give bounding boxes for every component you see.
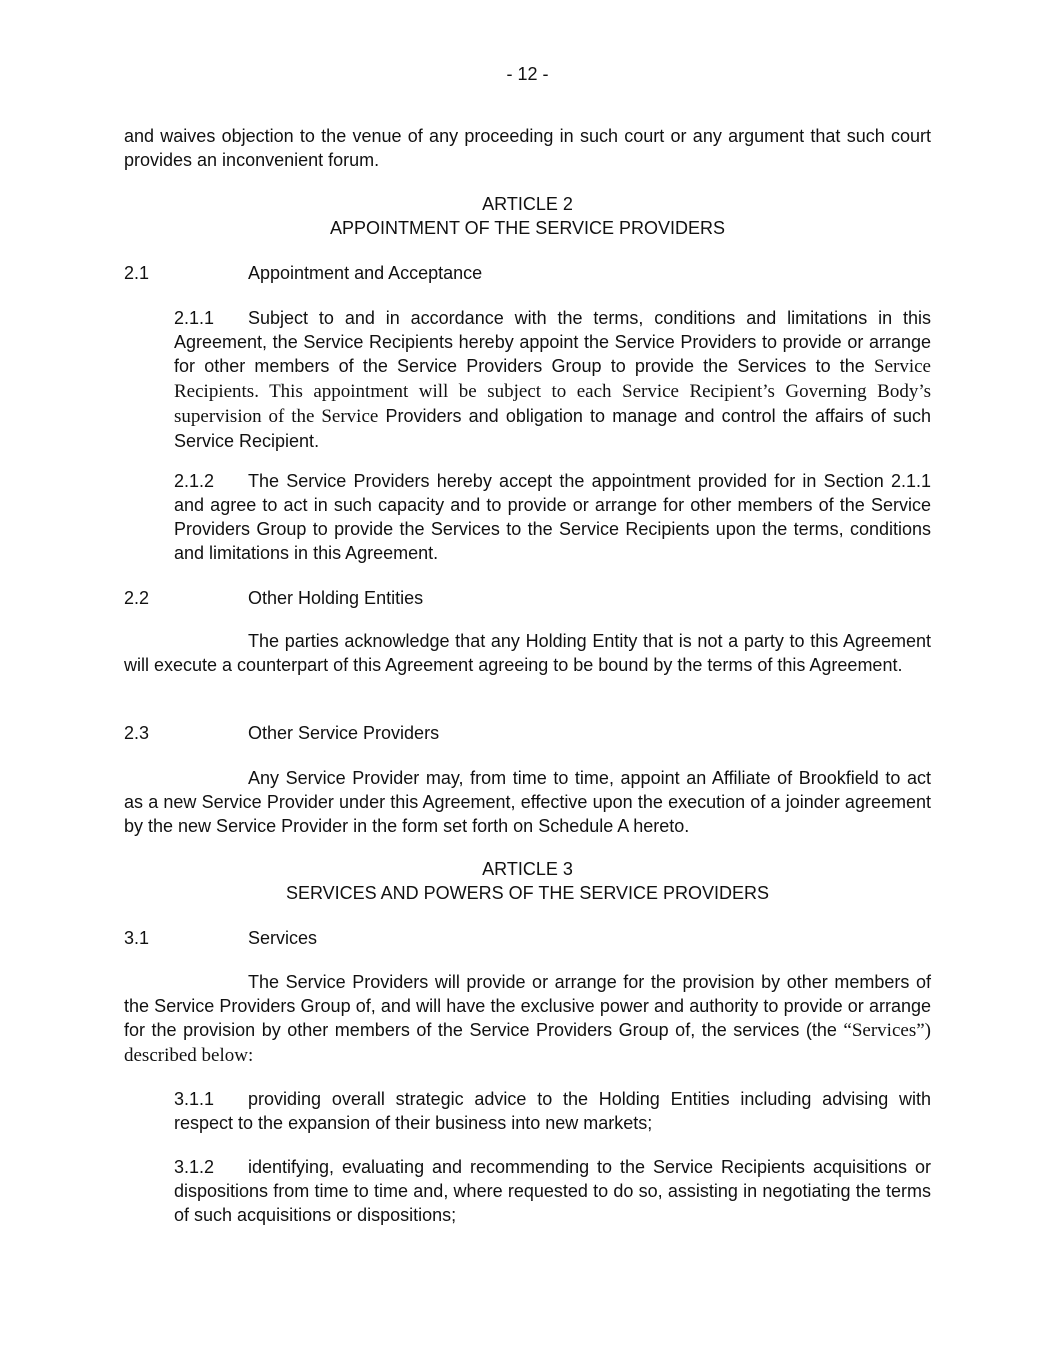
section-number: 2.1 — [124, 263, 150, 283]
paragraph-text: The parties acknowledge that any Holding Entity that is not a party to this Agreement will execute a counterpart of this Agreement agreeing to be bound by the terms of this Agreement. — [124, 631, 931, 675]
section-number: 2.3 — [124, 723, 150, 743]
continuation-paragraph: and waives objection to the venue of any proceeding in such court or any argument that such court provides an inconvenient forum. — [124, 126, 931, 170]
article-2-label: ARTICLE 2 — [482, 194, 573, 214]
section-2-2-heading — [124, 586, 423, 610]
paragraph-text-c: Providers and obligation to manage and control the affairs of such Service Recipient. — [174, 406, 931, 451]
paragraph-3-1-1 — [174, 1087, 931, 1135]
paragraph-number: 2.1.2 — [174, 471, 215, 491]
paragraph-text-a: The Service Providers will provide or arrange for the provision by other members of the Service Providers Group of, and will have the exclusive power and authority to provide or arrange for the provision by other members of the Service Providers Group of, the services (the — [124, 972, 931, 1040]
paragraph-text: providing overall strategic advice to the Holding Entities including advising with respect to the expansion of their business into new markets; — [174, 1089, 931, 1133]
section-3-1-heading — [124, 926, 317, 950]
paragraph-number: 3.1.2 — [174, 1157, 215, 1177]
paragraph-2-1-2 — [174, 469, 931, 565]
paragraph-3-1-2 — [174, 1155, 931, 1227]
section-2-1-heading — [124, 261, 482, 285]
paragraph-number: 3.1.1 — [174, 1089, 215, 1109]
section-2-2-paragraph — [124, 629, 931, 677]
section-2-3-heading — [124, 721, 439, 745]
paragraph-number: 2.1.1 — [174, 308, 215, 328]
paragraph-text-a: Subject to and in accordance with the terms, conditions and limitations in this Agreement, the Service Recipients hereby appoint the Service Providers to provide or arrange for other members of the Service Providers Group to provide the Services to the — [174, 308, 931, 376]
article-2-title: APPOINTMENT OF THE SERVICE PROVIDERS — [329, 218, 726, 238]
article-3-title: SERVICES AND POWERS OF THE SERVICE PROVIDERS — [285, 883, 770, 903]
paragraph-text: Any Service Provider may, from time to time, appoint an Affiliate of Brookfield to act as a new Service Provider under this Agreement, effective upon the execution of a joinder agreement by the new Service Provider in the form set forth on Schedule A hereto. — [124, 768, 931, 836]
paragraph-2-1-1 — [174, 306, 931, 453]
paragraph-text-b: “Services”) described below: — [124, 1020, 931, 1066]
page-number: - 12 - — [506, 64, 549, 84]
paragraph-text: The Service Providers hereby accept the appointment provided for in Section 2.1.1 and agree to act in such capacity and to provide or arrange for other members of the Service Providers Group to provide the Services to the Service Recipients upon the terms, conditions and limitations in this Agreement. — [174, 471, 931, 563]
section-number: 2.2 — [124, 588, 150, 608]
paragraph-text-b: Service Recipients. This appointment will be subject to each Service Recipient’s Governing Body’s supervision of the Service — [174, 356, 931, 427]
section-title: Services — [248, 928, 318, 948]
section-number: 3.1 — [124, 928, 150, 948]
article-3-label: ARTICLE 3 — [482, 859, 573, 879]
paragraph-text: identifying, evaluating and recommending to the Service Recipients acquisitions or dispositions from time to time and, where requested to do so, assisting in negotiating the terms of such acquisitions or dispositions; — [174, 1157, 931, 1225]
article-2-heading — [0, 192, 1055, 240]
section-title: Appointment and Acceptance — [248, 263, 483, 283]
section-3-1-paragraph — [124, 970, 931, 1068]
section-2-3-paragraph — [124, 766, 931, 838]
section-title: Other Service Providers — [248, 723, 440, 743]
section-title: Other Holding Entities — [248, 588, 424, 608]
article-3-heading — [0, 857, 1055, 905]
